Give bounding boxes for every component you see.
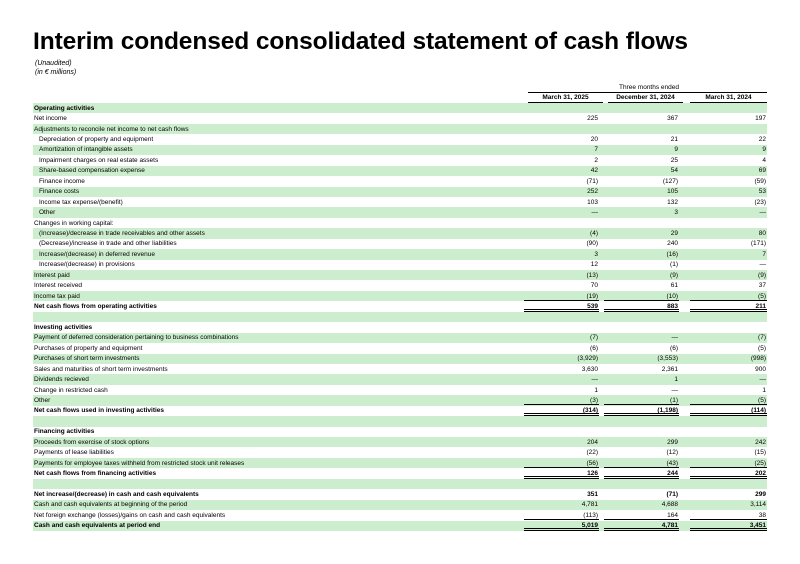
- table-row: [33, 437, 767, 447]
- row-value-col2: 29: [670, 229, 678, 237]
- row-value-col2: (6): [670, 344, 678, 352]
- table-row: [33, 489, 767, 499]
- row-value-col3: (171): [750, 240, 766, 248]
- row-value-col1: (13): [586, 271, 598, 279]
- row-value-col3: —: [759, 209, 766, 217]
- row-label: Finance costs: [39, 188, 80, 196]
- row-value-col1: (314): [528, 407, 598, 414]
- row-value-col1: (71): [586, 177, 598, 185]
- row-value-col3: 4: [762, 156, 766, 164]
- row-value-col2: 3: [674, 209, 678, 217]
- row-label: Impairment charges on real estate assets: [39, 156, 159, 164]
- row-value-col3: (23): [754, 198, 766, 206]
- column-header-mar-2025: March 31, 2025: [528, 93, 603, 103]
- row-value-col2: (9): [670, 271, 678, 279]
- row-value-col1: 252: [587, 188, 598, 196]
- row-value-col1: (7): [590, 334, 598, 342]
- row-value-col2: (16): [666, 250, 678, 258]
- cash-flow-table: [33, 103, 767, 531]
- row-value-col3: 211: [690, 303, 766, 310]
- row-label: Investing activities: [34, 323, 93, 331]
- row-value-col1: (4): [590, 229, 598, 237]
- row-value-col3: 1: [762, 386, 766, 394]
- table-row: [33, 500, 767, 510]
- row-value-col1: (90): [586, 240, 598, 248]
- row-label: Adjustments to reconcile net income to net cash flows: [34, 125, 189, 133]
- row-value-col3: (5): [758, 344, 766, 352]
- row-value-col3: (59): [754, 177, 766, 185]
- row-label: Sales and maturities of short term investments: [34, 365, 168, 373]
- row-value-col1: 5,019: [528, 522, 598, 529]
- row-label: Increase/(decrease) in provisions: [39, 261, 135, 269]
- table-row: [33, 197, 767, 207]
- table-row: [33, 322, 767, 332]
- row-value-col2: (12): [666, 449, 678, 457]
- table-row: [33, 280, 767, 290]
- table-row: [33, 385, 767, 395]
- table-row: [33, 374, 767, 384]
- table-row: [33, 510, 767, 520]
- row-value-col3: (7): [758, 334, 766, 342]
- row-value-col3: (114): [690, 407, 766, 414]
- row-value-col2: (1,198): [608, 407, 678, 414]
- row-value-col1: (22): [586, 449, 598, 457]
- row-label: Finance income: [39, 177, 85, 185]
- row-value-col2: (1): [670, 261, 678, 269]
- row-value-col1: 3,630: [581, 365, 598, 373]
- row-value-col1: —: [591, 376, 598, 384]
- row-value-col2: (1): [608, 397, 678, 404]
- table-row: [33, 207, 767, 217]
- row-value-col3: (998): [750, 355, 766, 363]
- row-value-col2: —: [671, 386, 678, 394]
- row-value-col3: 9: [762, 146, 766, 154]
- table-row: [33, 103, 767, 113]
- table-row: [33, 406, 767, 416]
- table-row: [33, 134, 767, 144]
- table-row: [33, 113, 767, 123]
- column-header-mar-2024: March 31, 2024: [690, 93, 767, 103]
- row-value-col3: 53: [758, 188, 766, 196]
- row-value-col1: 225: [587, 115, 598, 123]
- row-value-col3: (9): [758, 271, 766, 279]
- row-value-col3: 900: [755, 365, 766, 373]
- row-value-col1: (3,929): [577, 355, 598, 363]
- table-row: [33, 479, 767, 489]
- row-value-col1: (3): [528, 397, 598, 404]
- table-row: [33, 187, 767, 197]
- row-value-col2: —: [671, 334, 678, 342]
- period-group-header: Three months ended: [619, 84, 679, 91]
- row-value-col1: 4,781: [581, 501, 598, 509]
- row-value-col2: 105: [667, 188, 678, 196]
- row-value-col2: (3,553): [657, 355, 678, 363]
- row-value-col2: 54: [670, 167, 678, 175]
- row-label: (Increase)/decrease in trade receivables and other assets: [39, 229, 205, 237]
- row-value-col3: 37: [758, 282, 766, 290]
- row-value-col1: 20: [590, 136, 598, 143]
- page-title: Interim condensed consolidated statement of cash flows: [33, 28, 688, 55]
- row-value-col2: 21: [670, 136, 678, 143]
- row-label: Other: [39, 209, 56, 217]
- row-label: Changes in working capital:: [34, 219, 114, 227]
- row-label: Net cash flows from operating activities: [34, 303, 157, 310]
- row-value-col2: 240: [667, 240, 678, 248]
- row-value-col3: 38: [690, 512, 766, 519]
- table-row: [33, 416, 767, 426]
- table-row: [33, 395, 767, 405]
- table-row: [33, 447, 767, 457]
- row-value-col3: (5): [690, 397, 766, 404]
- row-label: Net increase/(decrease) in cash and cash equivalents: [34, 490, 199, 498]
- table-row: [33, 427, 767, 437]
- table-row: [33, 312, 767, 322]
- table-row: [33, 218, 767, 228]
- row-value-col1: 3: [594, 250, 598, 258]
- row-label: Interest paid: [34, 271, 70, 279]
- row-label: Increase/(decrease) in deferred revenue: [39, 250, 155, 258]
- row-value-col2: 4,688: [661, 501, 678, 509]
- row-value-col1: (113): [528, 512, 598, 519]
- row-value-col1: 2: [594, 156, 598, 164]
- row-value-col3: (5): [690, 293, 766, 300]
- row-value-col3: 197: [755, 115, 766, 123]
- table-row: [33, 176, 767, 186]
- row-value-col3: —: [759, 376, 766, 384]
- row-value-col3: 242: [755, 438, 766, 446]
- row-value-col1: 103: [587, 198, 598, 206]
- row-value-col2: 883: [608, 303, 678, 310]
- row-value-col3: 22: [758, 136, 766, 143]
- table-row: [33, 260, 767, 270]
- row-label: Proceeds from exercise of stock options: [34, 438, 150, 446]
- table-row: [33, 124, 767, 134]
- row-label: (Decrease)/increase in trade and other liabilities: [39, 240, 177, 248]
- row-label: Cash and cash equivalents at period end: [34, 522, 161, 530]
- row-label: Net foreign exchange (losses)/gains on cash and cash equivalents: [34, 511, 226, 519]
- table-row: [33, 364, 767, 374]
- column-header-dec-2024: December 31, 2024: [608, 93, 683, 103]
- row-label: Interest received: [34, 282, 83, 290]
- row-label: Payments for employee taxes withheld from restricted stock unit releases: [34, 459, 245, 467]
- row-value-col3: (15): [754, 449, 766, 457]
- row-label: Other: [34, 396, 51, 404]
- row-value-col3: 7: [762, 250, 766, 258]
- table-row: [33, 239, 767, 249]
- row-value-col2: 25: [670, 156, 678, 164]
- row-value-col3: (25): [690, 460, 766, 467]
- row-value-col1: 204: [587, 438, 598, 446]
- row-value-col2: 1: [674, 376, 678, 384]
- row-value-col3: 3,114: [750, 501, 766, 509]
- table-row: [33, 354, 767, 364]
- row-value-col3: 202: [690, 470, 766, 477]
- row-label: Purchases of property and equipment: [34, 344, 143, 352]
- table-row: [33, 228, 767, 238]
- row-value-col3: —: [759, 261, 766, 269]
- row-value-col1: (6): [590, 344, 598, 352]
- table-row: [33, 333, 767, 343]
- table-row: [33, 521, 767, 531]
- row-value-col1: 7: [594, 146, 598, 154]
- table-row: [33, 145, 767, 155]
- table-row: [33, 291, 767, 301]
- row-label: Cash and cash equivalents at beginning of the period: [34, 501, 188, 509]
- table-row: [33, 343, 767, 353]
- row-value-col1: (19): [528, 293, 598, 300]
- row-value-col1: 126: [528, 470, 598, 477]
- row-value-col2: (10): [608, 293, 678, 300]
- row-value-col2: 61: [670, 282, 678, 290]
- row-value-col2: 132: [667, 198, 678, 206]
- row-value-col2: 9: [674, 146, 678, 154]
- row-label: Income tax expense/(benefit): [39, 198, 123, 206]
- row-value-col3: 3,451: [690, 522, 766, 529]
- row-value-col1: (56): [528, 460, 598, 467]
- row-value-col2: (127): [662, 177, 678, 185]
- row-label: Dividends recieved: [34, 376, 89, 384]
- unaudited-note: (Unaudited): [35, 60, 72, 67]
- row-value-col1: 351: [587, 490, 598, 498]
- row-label: Payment of deferred consideration pertaining to business combinations: [34, 334, 239, 342]
- table-row: [33, 270, 767, 280]
- row-value-col2: 164: [608, 512, 678, 519]
- row-value-col1: 42: [590, 167, 598, 175]
- row-value-col2: 367: [667, 115, 678, 123]
- table-row: [33, 155, 767, 165]
- units-note: (in € millions): [35, 69, 77, 76]
- row-label: Financing activities: [34, 428, 95, 436]
- row-label: Change in restricted cash: [34, 386, 108, 394]
- row-label: Depreciation of property and equipment: [39, 136, 154, 143]
- row-label: Net cash flows used in investing activities: [34, 407, 165, 415]
- table-row: [33, 301, 767, 311]
- row-label: Share-based compensation expense: [39, 167, 145, 175]
- row-label: Payments of lease liabilities: [34, 449, 114, 457]
- row-value-col2: (43): [608, 460, 678, 467]
- row-value-col2: 4,781: [608, 522, 678, 529]
- row-value-col1: —: [591, 209, 598, 217]
- row-value-col3: 69: [758, 167, 766, 175]
- row-value-col2: (71): [666, 490, 678, 498]
- row-value-col1: 1: [594, 386, 598, 394]
- row-value-col2: 299: [667, 438, 678, 446]
- row-label: Income tax paid: [34, 292, 80, 300]
- row-value-col2: 244: [608, 470, 678, 477]
- row-value-col3: 80: [758, 229, 766, 237]
- row-label: Amortization of intangible assets: [39, 146, 133, 154]
- table-row: [33, 468, 767, 478]
- row-label: Net income: [34, 115, 67, 123]
- row-label: Net cash flows from financing activities: [34, 470, 157, 477]
- row-value-col1: 70: [590, 282, 598, 290]
- table-row: [33, 458, 767, 468]
- table-row: [33, 249, 767, 259]
- row-label: Operating activities: [34, 104, 95, 112]
- row-value-col1: 12: [590, 261, 598, 269]
- table-row: [33, 166, 767, 176]
- row-value-col3: 299: [755, 490, 766, 498]
- row-value-col1: 539: [528, 303, 598, 310]
- row-label: Purchases of short term investments: [34, 355, 140, 363]
- row-value-col2: 2,361: [661, 365, 678, 373]
